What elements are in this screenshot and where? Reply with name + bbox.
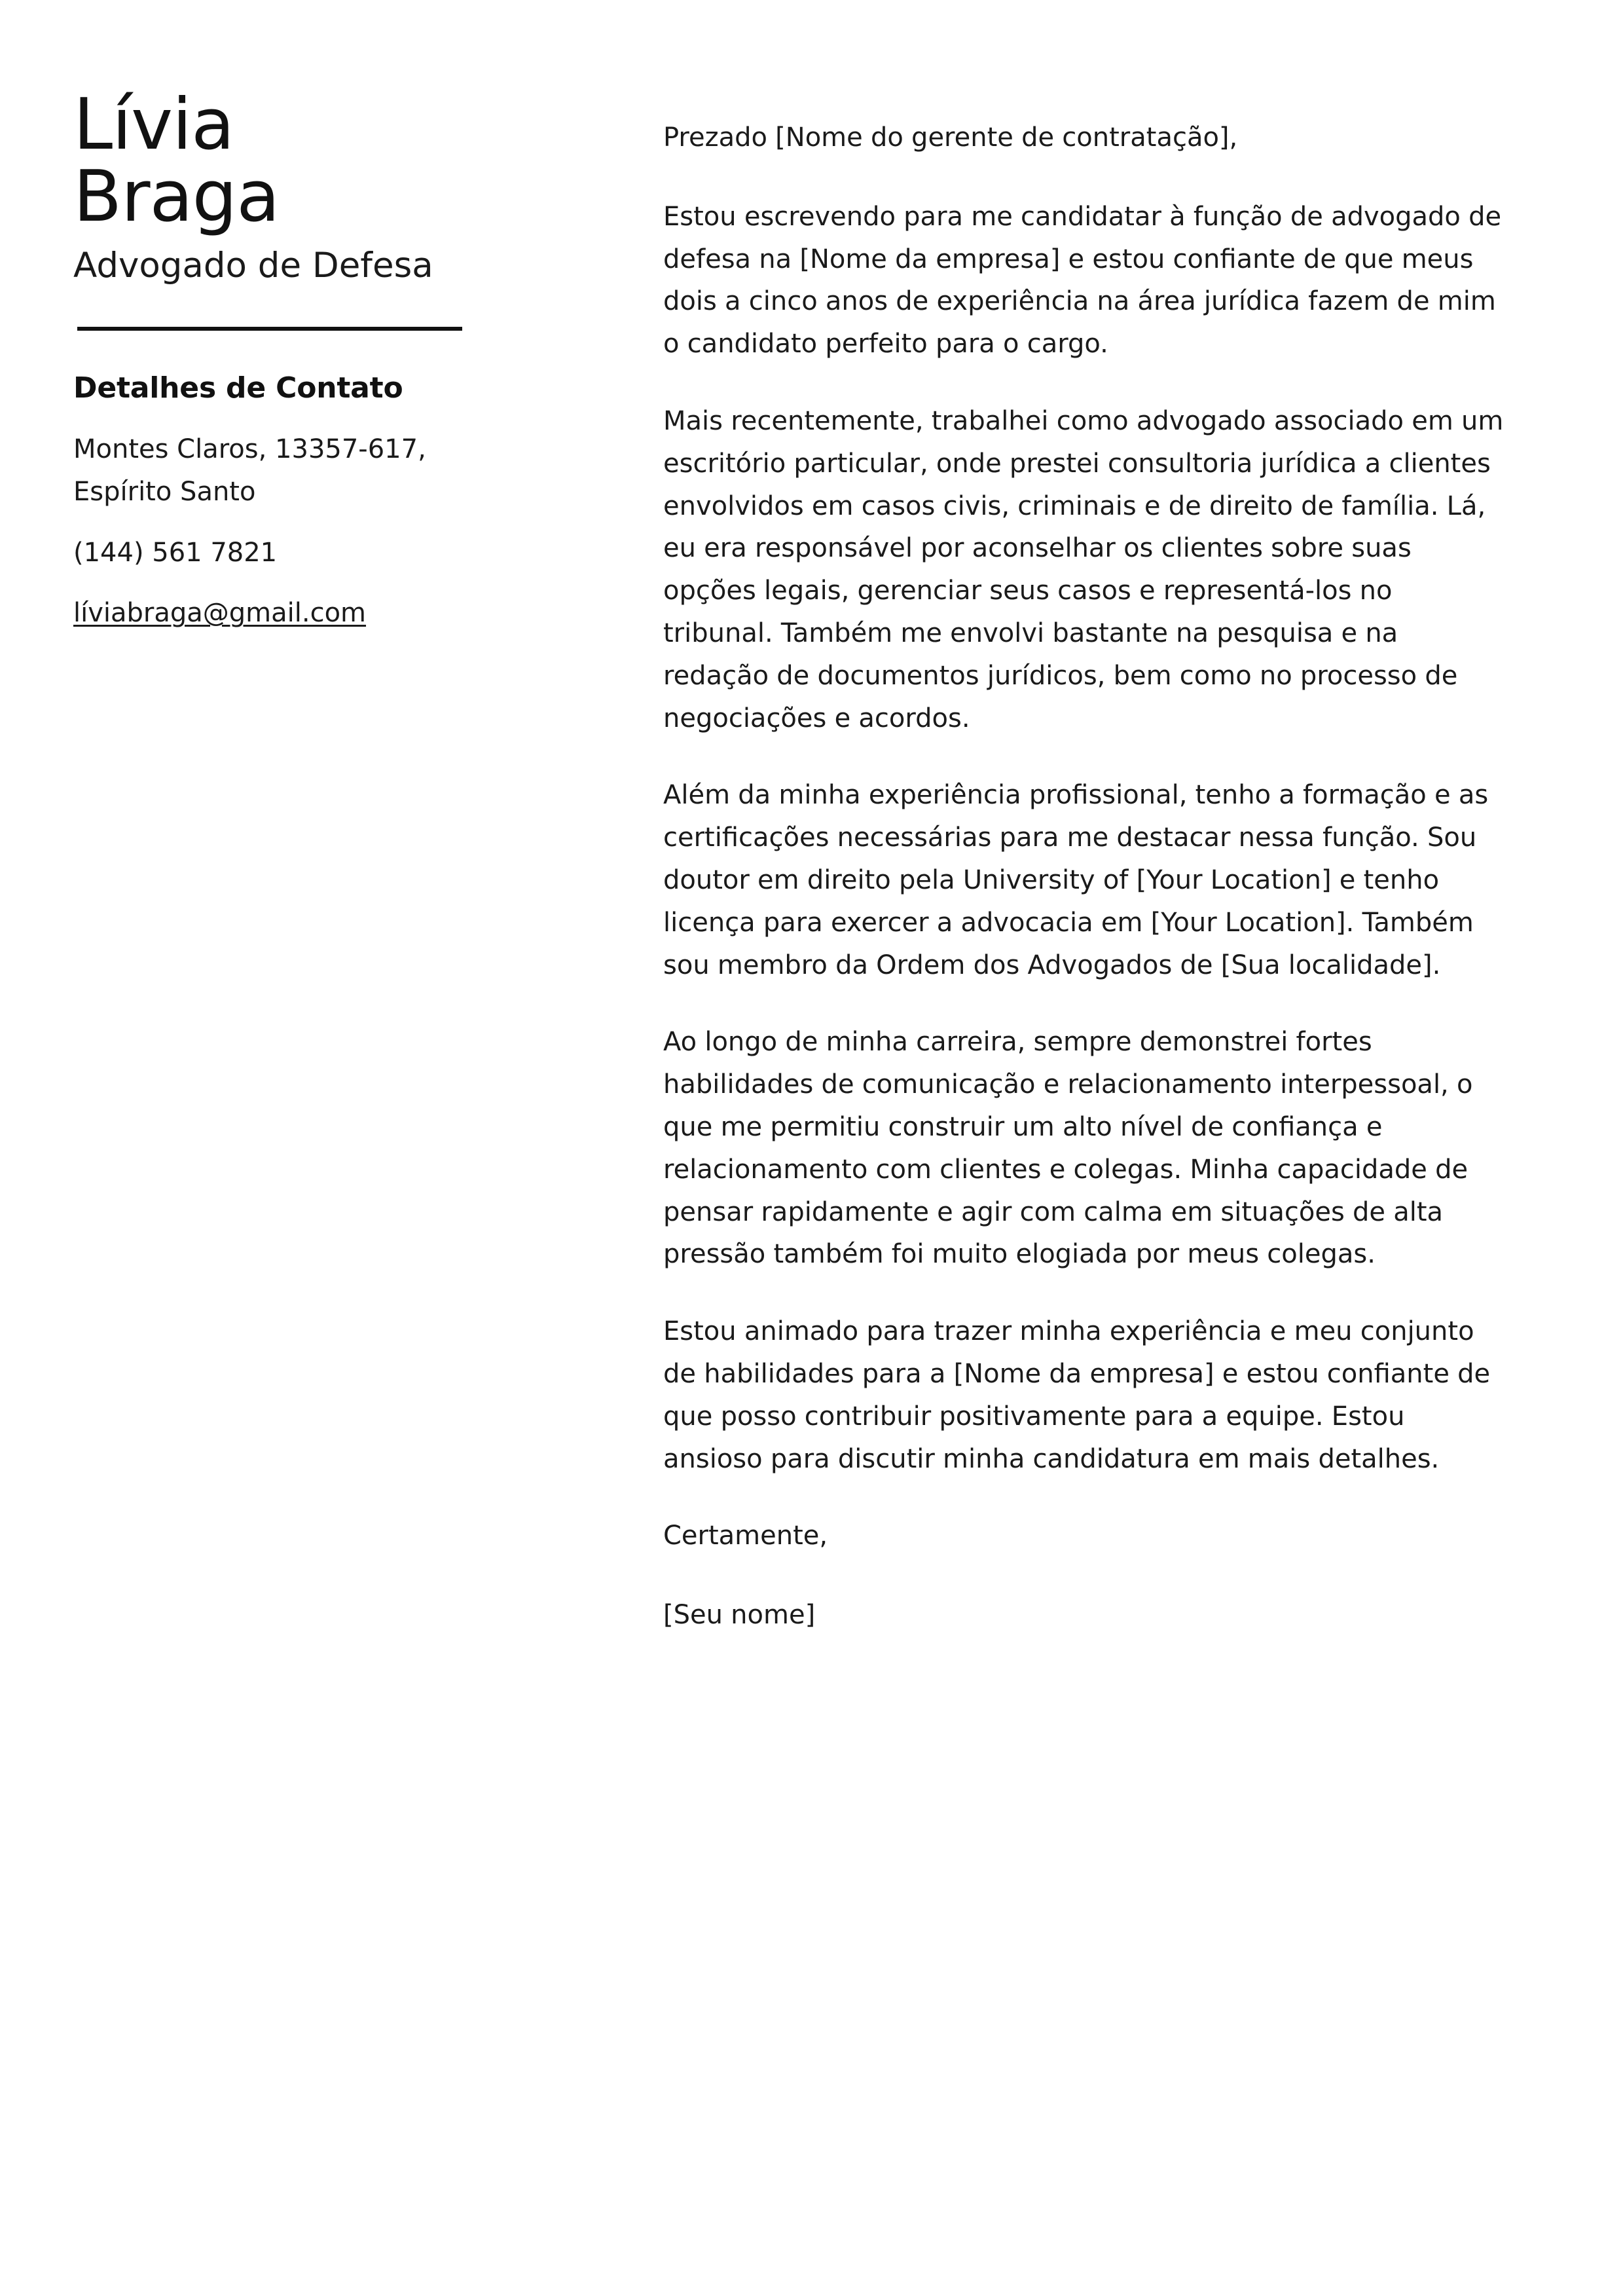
contact-email-link[interactable]: líviabraga@gmail.com: [73, 598, 367, 629]
contact-address: Montes Claros, 13357-617, Espírito Santo: [73, 434, 426, 507]
sidebar: [73, 84, 466, 635]
letter-signoff: Certamente,: [663, 1521, 828, 1551]
candidate-name: [73, 84, 466, 238]
letter-paragraph-2: Mais recentemente, trabalhei como advogado associado em um escritório particular, onde prestei consultoria jurídica a clientes envolvidos em casos civis, criminais e de direito de família. Lá, eu era responsável por aconselhar os clientes sobre suas opções legais, gerenciar seus casos e representá-los no tribunal. Também me envolvi bastante na pesquisa e na redação de documentos jurídicos, bem como no processo de negociações e acordos.: [663, 405, 1504, 733]
candidate-last-name: Braga: [73, 156, 280, 238]
contact-details-list: [73, 428, 466, 635]
contact-phone: (144) 561 7821: [73, 537, 278, 568]
letter-paragraph-3: Além da minha experiência profissional, tenho a formação e as certificações necessárias para me destacar nessa função. Sou doutor em direito pela University of [Your Location] e tenho licença para exercer a advocacia em [Your Location]. Também sou membro da Ordem dos Advogados de [Sua localidade].: [663, 780, 1489, 980]
letter-salutation: Prezado [Nome do gerente de contratação],: [663, 122, 1238, 153]
contact-email-row: [73, 592, 453, 635]
letter-paragraph-5: Estou animado para trazer minha experiência e meu conjunto de habilidades para a [Nome da empresa] e estou confiante de que posso contribuir positivamente para a equipe. Estou ansioso para discutir minha candidatura em mais detalhes.: [663, 1316, 1491, 1474]
candidate-first-name: Lívia: [73, 84, 234, 166]
letter-paragraph-4: Ao longo de minha carreira, sempre demonstrei fortes habilidades de comunicação e relacionamento interpessoal, o que me permitiu construir um alto nível de confiança e relacionamento com clientes e colegas. Minha capacidade de pensar rapidamente e agir com calma em situações de alta pressão também foi muito elogiada por meus colegas.: [663, 1027, 1473, 1270]
letter-signature: [Seu nome]: [663, 1600, 816, 1631]
letter-body: [663, 117, 1504, 1637]
contact-details-heading: Detalhes de Contato: [73, 371, 403, 405]
candidate-job-title: Advogado de Defesa: [73, 246, 433, 286]
letter-paragraph-1: Estou escrevendo para me candidatar à função de advogado de defesa na [Nome da empresa] e estou confiante de que meus dois a cinco anos de experiência na área jurídica fazem de mim o candidato perfeito para o cargo.: [663, 201, 1502, 360]
sidebar-divider: [77, 327, 462, 331]
